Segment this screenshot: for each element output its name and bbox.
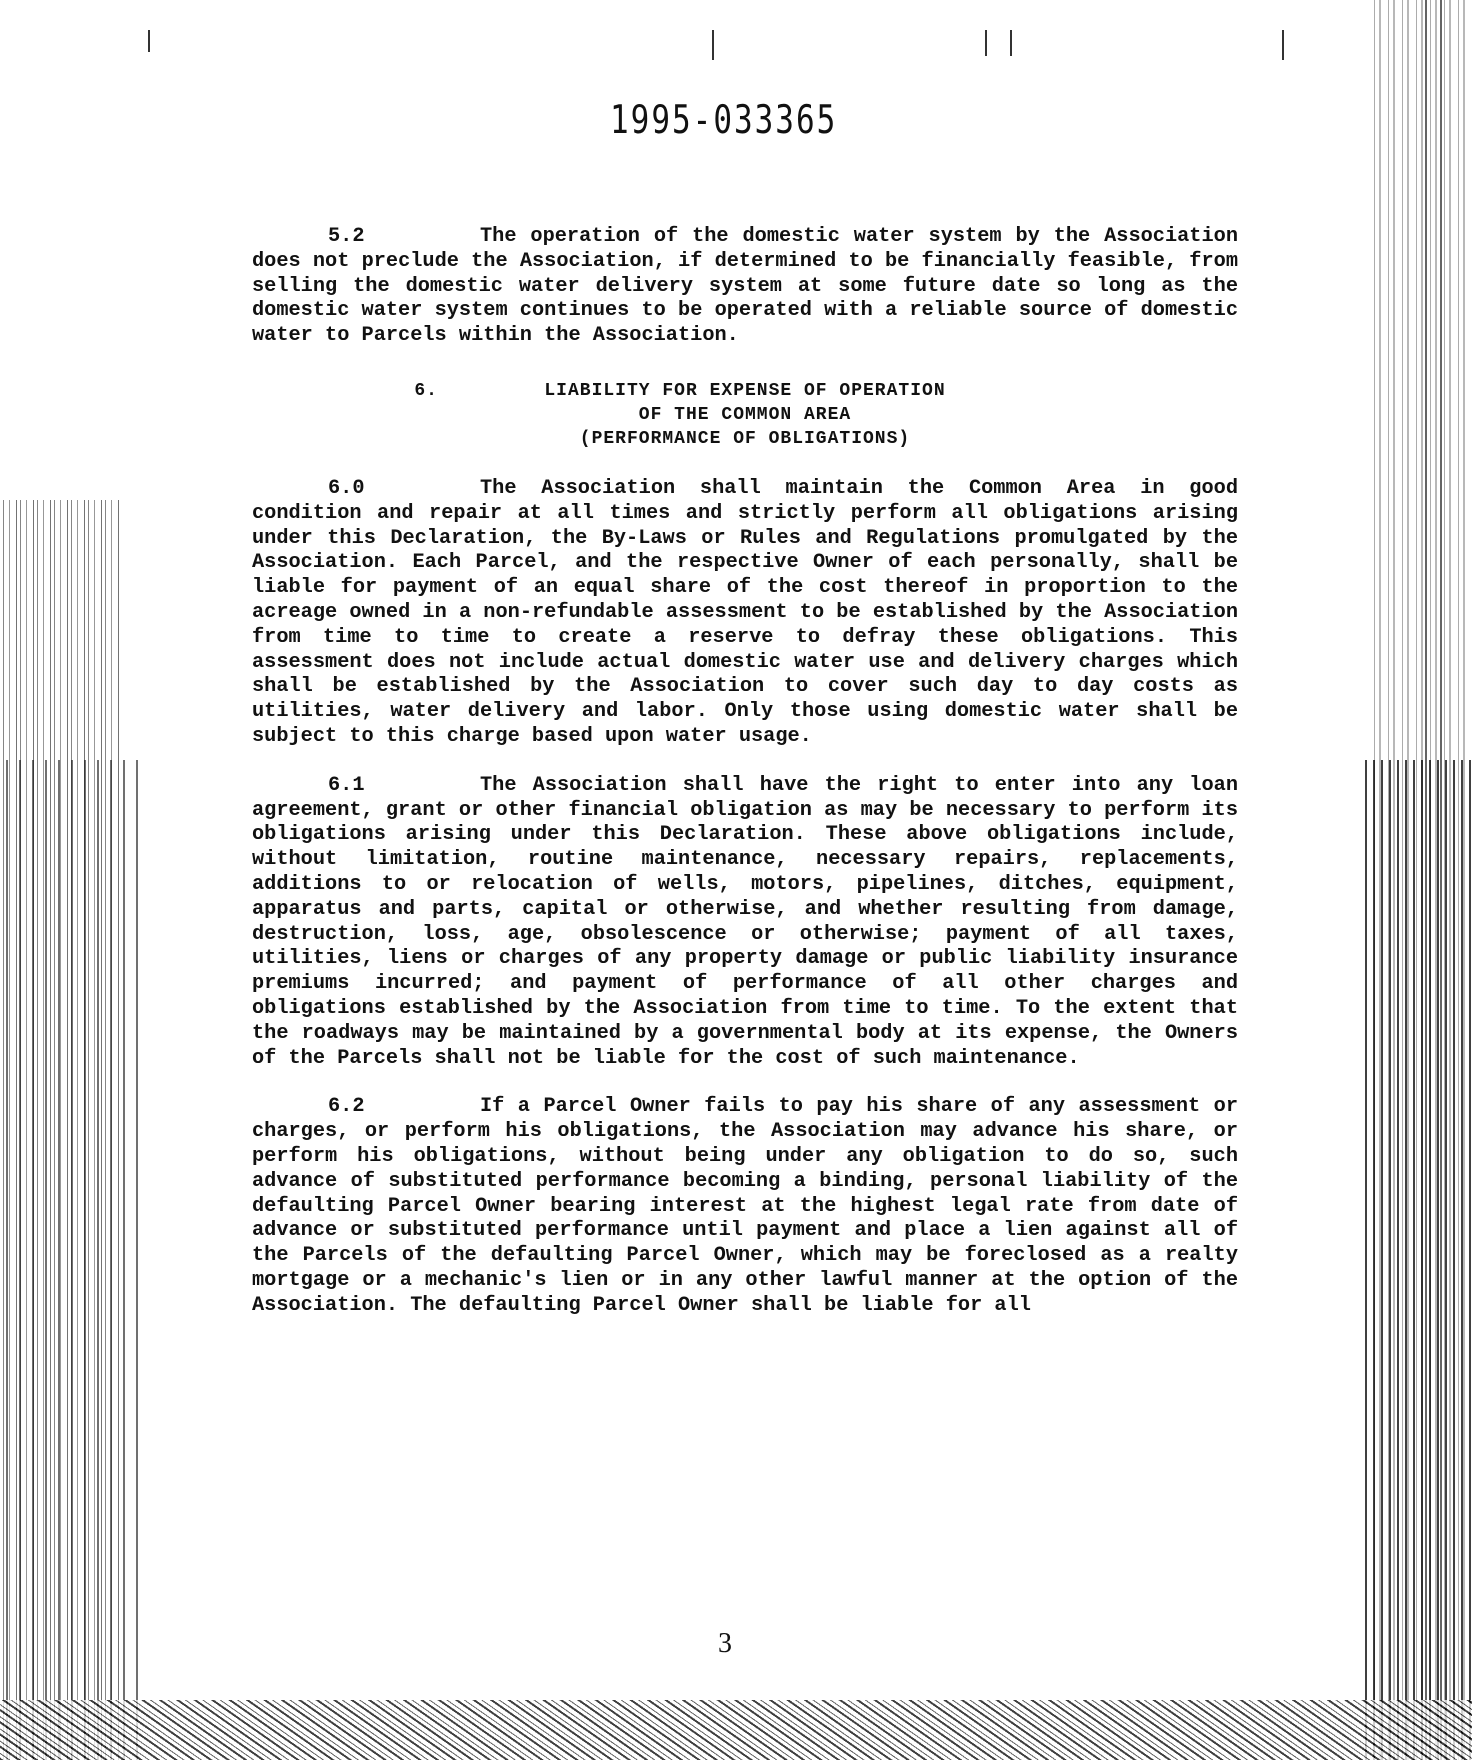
scan-noise-bottom (0, 1700, 1472, 1760)
section-heading (252, 379, 1238, 403)
paragraph-6-0 (252, 477, 1238, 750)
scan-tick (1282, 30, 1284, 60)
paragraph-text: If a Parcel Owner fails to pay his share of any assessment or charges, or perform his obligations, the Association may advance his share, or perform his obligations, without being under any obligation to do so, such advance of substituted performance becoming a binding, personal liability of the defaulting Parcel Owner bearing interest at the highest legal rate from date of advance or substituted performance until payment and place a lien against all of the Parcels of the defaulting Parcel Owner, which may be foreclosed as a realty mortgage or a mechanic's lien or in any other lawful manner at the option of the Association. The defaulting Parcel Owner shall be liable for all (252, 1095, 1238, 1317)
scan-tick (985, 30, 987, 56)
spacer (252, 349, 1238, 379)
heading-line-1: LIABILITY FOR EXPENSE OF OPERATION (544, 380, 946, 401)
page-number: 3 (718, 1628, 732, 1659)
scan-line (1440, 0, 1442, 1760)
paragraph-5-2 (252, 225, 1238, 349)
paragraph-text: The Association shall maintain the Common Area in good condition and repair at all times and strictly perform all obligations arising under this Declaration, the By-Laws or Rules and Regulations promulgated by the Association. Each Parcel, and the respective Owner of each personally, shall be liable for payment of an equal share of the cost thereof in proportion to the acreage owned in a non-refundable assessment to be established by the Association from time to time to create a reserve to defray these obligations. This assessment does not include actual domestic water use and delivery charges which shall be established by the Association to cover such day to day costs as utilities, water delivery and labor. Only those using domestic water shall be subject to this charge based upon water usage. (252, 476, 1238, 748)
paragraph-number: 6.2 (328, 1095, 365, 1119)
section-number: 6. (414, 380, 438, 401)
scan-noise-left-dense (0, 760, 140, 1760)
scan-tick (1010, 30, 1012, 56)
paragraph-6-1 (252, 774, 1238, 1072)
document-body (252, 225, 1238, 1318)
document-number: 1995-033365 (610, 98, 838, 143)
heading-line-3: (PERFORMANCE OF OBLIGATIONS) (579, 428, 911, 449)
paragraph-number: 5.2 (328, 225, 365, 248)
scan-tick (712, 30, 714, 60)
paragraph-text: The Association shall have the right to enter into any loan agreement, grant or other financial obligation as may be necessary to perform its obligations arising under this Declaration. These above obligations include, without limitation, routine maintenance, necessary repairs, replacements, additions to or relocation of wells, motors, pipelines, ditches, equipment, apparatus and parts, capital or otherwise, and whether resulting from damage, destruction, loss, age, obsolescence or otherwise; payment of all taxes, utilities, liens or charges of any property damage or public liability insurance premiums incurred; and payment of performance of all other charges and obligations established by the Association from time to time. To the extent that the roadways may be maintained by a governmental body at its expense, the Owners of the Parcels shall not be liable for the cost of such maintenance. (252, 773, 1238, 1070)
scan-tick (148, 30, 150, 52)
scan-noise-right-dense (1362, 760, 1472, 1760)
heading-line-2: OF THE COMMON AREA (638, 404, 852, 425)
paragraph-number: 6.0 (328, 476, 365, 500)
paragraph-text: The operation of the domestic water system by the Association does not preclude the Association, if determined to be financially feasible, from selling the domestic water delivery system at some future date so long as the domestic water system continues to be operated with a reliable source of domestic water to Parcels within the Association. (252, 225, 1238, 348)
spacer (252, 750, 1238, 774)
paragraph-number: 6.1 (328, 773, 365, 797)
spacer (252, 1071, 1238, 1095)
paragraph-6-2 (252, 1095, 1238, 1318)
scan-line (1425, 0, 1427, 1760)
spacer (252, 451, 1238, 477)
